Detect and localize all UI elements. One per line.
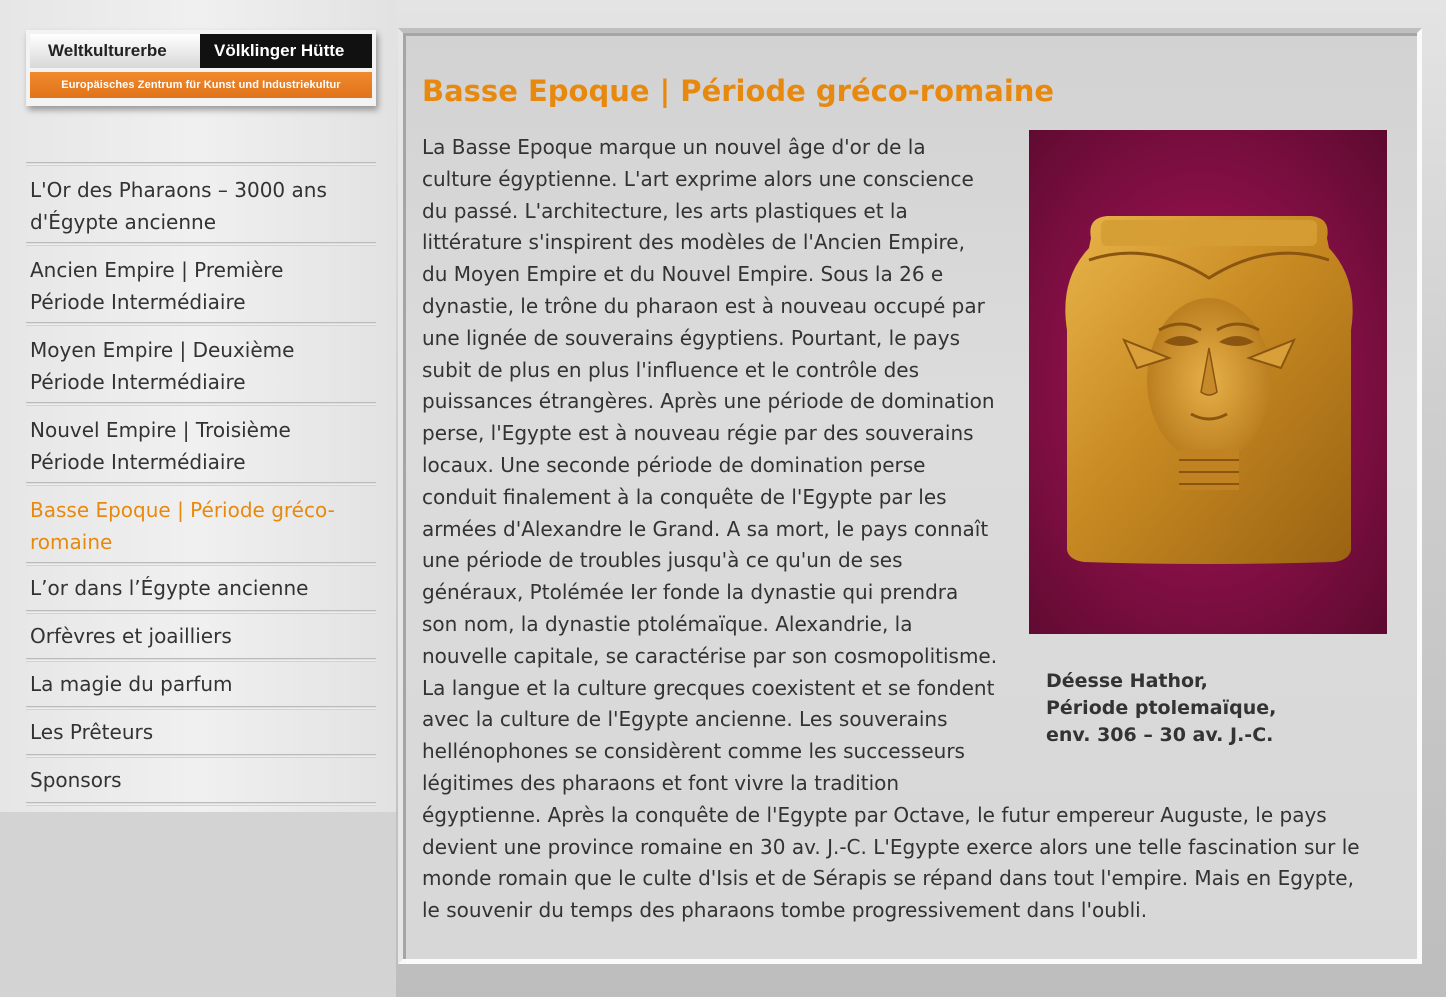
article-line: hellénophones se considèrent comme les successeurs — [422, 739, 965, 764]
sidebar-nav-entry — [26, 166, 376, 242]
nav-link-label: Basse Epoque | Période gréco- — [30, 498, 335, 522]
nav-link[interactable] — [26, 710, 376, 754]
nav-link[interactable] — [26, 246, 376, 322]
sidebar-nav — [26, 162, 376, 806]
nav-link-label: L’or dans l’Égypte ancienne — [30, 576, 309, 600]
logo-word-2: Völklinger Hütte — [200, 34, 372, 68]
sidebar-nav-entry — [26, 486, 376, 562]
article-line: devient une province romaine en 30 av. J.-C. L'Egypte exerce alors une telle fascination sur le — [422, 834, 1360, 859]
sidebar-nav-entry — [26, 614, 376, 658]
article-line: une lignée de souverains égyptiens. Pourtant, le pays — [422, 325, 961, 350]
article-line: nouvelle capitale, se caractérise par son cosmopolitisme. — [422, 643, 998, 668]
nav-link[interactable] — [26, 406, 376, 482]
content-panel — [398, 28, 1422, 964]
page-title: Basse Epoque | Période gréco-romaine — [422, 74, 1055, 108]
nav-link-label: Période Intermédiaire — [30, 450, 246, 474]
sidebar-nav-entry — [26, 406, 376, 482]
site-logo[interactable] — [26, 30, 376, 106]
nav-link-label: Ancien Empire | Première — [30, 258, 284, 282]
nav-link[interactable] — [26, 758, 376, 802]
nav-link-label: La magie du parfum — [30, 672, 233, 696]
sidebar-nav-entry — [26, 710, 376, 754]
article-line: armées d'Alexandre le Grand. A sa mort, le pays connaît — [422, 516, 989, 541]
nav-separator — [26, 802, 376, 806]
nav-link-label: d'Égypte ancienne — [30, 210, 217, 234]
article-line: perse, l'Egypte est à nouveau régie par des souverains — [422, 421, 974, 446]
article-line: La langue et la culture grecques coexistent et se fondent — [422, 675, 995, 700]
article-line: du passé. L'architecture, les arts plastiques et la — [422, 198, 908, 223]
sidebar-nav-entry — [26, 326, 376, 402]
article-body — [422, 132, 1402, 927]
nav-link-label: Sponsors — [30, 768, 122, 792]
nav-link-label: Nouvel Empire | Troisième — [30, 418, 291, 442]
nav-link[interactable] — [26, 166, 376, 242]
nav-link[interactable] — [26, 662, 376, 706]
nav-link[interactable] — [26, 326, 376, 402]
article-line: dynastie, le trône du pharaon est à nouveau occupé par — [422, 293, 985, 318]
article-line: La Basse Epoque marque un nouvel âge d'or de la — [422, 135, 926, 159]
article-line: une période de troubles jusqu'à ce qu'un de ses — [422, 548, 903, 573]
nav-link-label: romaine — [30, 530, 113, 554]
article-line: le souvenir du temps des pharaons tombe progressivement dans l'oubli. — [422, 898, 1148, 923]
caption-line: Déesse Hathor, — [1046, 670, 1208, 692]
logo-word-1: Weltkulturerbe — [30, 34, 200, 68]
article-line: littérature s'inspirent des modèles de l'Ancien Empire, — [422, 230, 965, 255]
sidebar-nav-entry — [26, 246, 376, 322]
nav-link-label: Période Intermédiaire — [30, 290, 246, 314]
nav-link[interactable] — [26, 614, 376, 658]
article-line: avec la culture de l'Egypte ancienne. Les souverains — [422, 707, 948, 732]
article-line: conduit finalement à la conquête de l'Egypte par les — [422, 484, 947, 509]
article-line: monde romain que le culte d'Isis et de Sérapis se répand dans tout l'empire. Mais en Egypte, — [422, 866, 1354, 891]
nav-link-label: Moyen Empire | Deuxième — [30, 338, 295, 362]
sidebar-nav-entry — [26, 566, 376, 610]
nav-link[interactable] — [26, 566, 376, 610]
article-line: subit de plus en plus l'influence et le contrôle des — [422, 357, 919, 382]
article-line: son nom, la dynastie ptolémaïque. Alexandrie, la — [422, 611, 913, 636]
article-line: égyptienne. Après la conquête de l'Egypte par Octave, le futur empereur Auguste, le pays — [422, 802, 1327, 827]
article-line: locaux. Une seconde période de domination perse — [422, 452, 926, 477]
article-line: puissances étrangères. Après une période de domination — [422, 389, 995, 414]
caption-line: Période ptolemaïque, — [1046, 697, 1277, 719]
nav-link[interactable] — [26, 486, 376, 562]
nav-link-label: Orfèvres et joailliers — [30, 624, 232, 648]
article-line: généraux, Ptolémée Ier fonde la dynastie qui prendra — [422, 580, 959, 605]
article-line: culture égyptienne. L'art exprime alors une conscience — [422, 166, 974, 191]
article-line: du Moyen Empire et du Nouvel Empire. Sous la 26 e — [422, 262, 944, 287]
nav-link-label: L'Or des Pharaons – 3000 ans — [30, 178, 327, 202]
sidebar-nav-entry — [26, 662, 376, 706]
sidebar-footer-area — [0, 812, 396, 997]
nav-link-label: Période Intermédiaire — [30, 370, 246, 394]
caption-line: env. 306 – 30 av. J.-C. — [1046, 724, 1274, 746]
sidebar-nav-entry — [26, 758, 376, 802]
left-sidebar — [0, 0, 396, 997]
logo-subtitle: Europäisches Zentrum für Kunst und Industriekultur — [30, 72, 372, 98]
article-line: légitimes des pharaons et font vivre la tradition — [422, 770, 900, 795]
nav-link-label: Les Prêteurs — [30, 720, 154, 744]
